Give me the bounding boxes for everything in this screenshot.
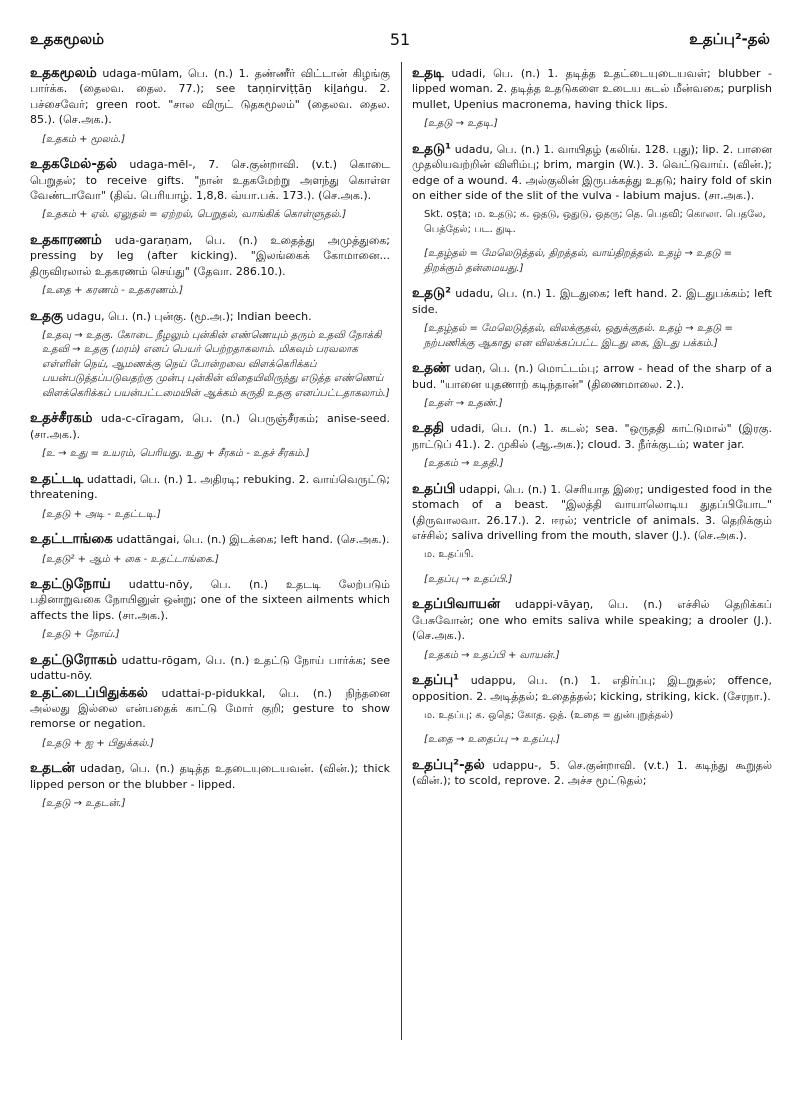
definition-text: udappi-vāyaṉ, பெ. (n.) எச்சில் தெறிக்கப் பேசுவோன்; one who emits saliva while speaking; a drooler (J.). (செ.அக.). (412, 598, 772, 643)
headword: உதட்டாங்கை (30, 531, 113, 548)
dictionary-entry (412, 361, 772, 392)
dictionary-entry (30, 532, 390, 547)
etymology-note: [உதடு → உதடி.] (424, 118, 498, 130)
dictionary-entry (30, 157, 390, 203)
dictionary-entry (412, 597, 772, 643)
headword: உதடி (412, 65, 444, 81)
page-header (30, 30, 770, 58)
definition-text: udattu-rōgam, பெ. (n.) உதட்டு நோய் பார்க்க; see udattu-nōy. (30, 653, 390, 683)
dictionary-entry (412, 673, 772, 704)
dictionary-entry (30, 653, 390, 684)
headword: உதப்பிவாயன் (412, 596, 501, 613)
dictionary-entry (30, 411, 390, 442)
left-column (30, 66, 390, 822)
dictionary-entry (412, 421, 772, 452)
definition-text: udadu, பெ. (n.) 1. வாயிதழ் (கலிங். 128. புது); lip. 2. பானை முதலியவற்றின் விளிம்பு; brim, margin (W.). 3. வெட்டுவாய். (வின்.); edge of a wound. 4. அல்குலின் இருபக்கத்து உதடு; hairy fold of skin on either side of the slit of the vulva - labium majus. (சா.அக.). (412, 142, 772, 202)
etymology-note: [உதகம் + மூலம்.] (42, 133, 126, 145)
definition-text: udappi, பெ. (n.) 1. செரியாத இரை; undigested food in the stomach of a beast. "இலத்தி வாயாலொடிய துதப்பியோட" (திருவாலவா. 26.17.). 2. ஈரல்; ventricle of animals. 3. தெறிக்கும் எச்சில்; saliva drivelling from the mouth, slaver (J.). (செ.அக.). (412, 482, 772, 542)
definition-text: udaga-mēl-, 7. செ.குன்றாவி. (v.t.) கொடை பெறுதல்; to receive gifts. "நான் உதகமேற்று அளந்து கொள்ள வேண்டாவோ" (திவ். பெரியாழ். 1,8,8. வ்யா.பக். 173.). (செ.அக.). (30, 158, 390, 202)
etymology-note: [உதடு + அடி - உதட்டடி.] (42, 508, 161, 520)
header-first-word: உதகமூலம் (30, 30, 105, 48)
etymology-note: [உதவு → உதகு. கோடை நீழலும் புன்கின் எண்ணெயும் தரும் உதவி நோக்கி உதவி → உதகு (மரம்) எனப் பெயர் பெற்றதாகலாம். மிகவும் பரவலாக எள்ளின் நெய், ஆமணக்கு நெய் போன்றவை விளக்கெரிக்கப் பயன்படுத்தப்படுவதற்கு முன்பு புன்கின் விதையிலிருந்து எடுத்த எண்ணெய் விளக்கெரிக்கப் பயன்பட்டமையின் ஆக்கம் கருதி உதகு எனப்பட்டதாகலாம்.] (42, 329, 390, 399)
etymology-note: [உதழ்தல் = மேலெடுத்தல், விலக்குதல், ஒதுக்குதல். உதழ் → உதடு = நற்பணிக்கு ஆகாது என விலக்கப்பட்ட இடது கை, இடது பக்கம்.] (424, 323, 733, 349)
headword: உதடு¹ (412, 140, 452, 157)
dictionary-entry (412, 482, 772, 544)
etymology-note: [உதகம் → உததி.] (424, 458, 504, 470)
definition-text: udadaṉ, பெ. (n.) தடித்த உதடையுடையவன். (வின்.); thick lipped person or the blubber - lipped. (30, 762, 390, 791)
definition-text: udagu, பெ. (n.) புன்கு. (மூ.அ.); Indian beech. (62, 309, 312, 323)
dictionary-entry (30, 686, 390, 732)
definition-text: udattadi, பெ. (n.) 1. அதிரடி; rebuking. 2. வாய்வெருட்டு; threatening. (30, 472, 390, 502)
definition-text: udaṇ, பெ. (n.) மொட்டம்பு; arrow - head of the sharp of a bud. "யானை யுதணாற் கடிந்தான்" (திணைமாலை. 2.). (412, 362, 772, 391)
headword: உதகாரணம் (30, 231, 102, 248)
etymology-note: [உதடு² + ஆம் + கை - உதட்டாங்கை.] (42, 553, 219, 565)
headword: உதட்டடி (30, 470, 84, 487)
etymology-note: ம. உதப்பு; க. ஒதெ; கோத. ஒத். (உதை = துன்புறுத்தல்) (424, 709, 674, 721)
dictionary-entry (30, 66, 390, 128)
headword: உதகமூலம் (30, 65, 97, 81)
dictionary-entry (412, 66, 772, 112)
dictionary-entry (412, 142, 772, 204)
right-column (412, 66, 772, 789)
definition-text: udappu, பெ. (n.) 1. எதிர்ப்பு; இடறுதல்; offence, opposition. 2. அடித்தல்; உதைத்தல்; kicking, striking, kick. (சேரநா.). (412, 674, 772, 703)
definition-text: udattāngai, பெ. (n.) இடக்கை; left hand. (செ.அக.). (112, 533, 390, 547)
header-last-word: உதப்பு²-தல் (689, 30, 770, 48)
headword: உததி (412, 420, 445, 437)
headword: உதண் (412, 360, 451, 377)
headword: உதச்சீரகம் (30, 410, 93, 427)
etymology-note: [உதடு + நோய்.] (42, 629, 120, 641)
headword: உதகமேல்-தல் (30, 156, 117, 173)
dictionary-entry (412, 758, 772, 789)
etymology-note: [உதப்பு → உதப்பி.] (424, 573, 513, 585)
page-number: 51 (389, 30, 411, 49)
headword: உதட்டுநோய் (30, 576, 111, 592)
etymology-note: [உ → உது = உயரம், பெரியது. உது + சீரகம் - உதச் சீரகம்.] (42, 448, 310, 460)
dictionary-entry (30, 309, 390, 324)
dictionary-entry (412, 286, 772, 317)
column-divider (401, 62, 402, 1040)
definition-text: uda-c-cīragam, பெ. (n.) பெருஞ்சீரகம்; anise-seed. (சா.அக.). (30, 412, 390, 441)
etymology-note: ம. உதப்பி. (424, 549, 474, 561)
definition-text: uda-garaṇam, பெ. (n.) உதைத்து அமுத்துகை; pressing by leg (after kicking). "இலங்கைக் கோமானை... திருவிரலால் உதகரணம் செய்து" (தேவா. 286.10.). (30, 233, 390, 278)
etymology-note: [உதகம் + ஏல். ஏலுதல் = ஏற்றல், பெறுதல், வாங்கிக் கொள்ளுதல்.] (42, 209, 347, 221)
headword: உதப்பு¹ (412, 672, 460, 689)
headword: உதகு (30, 307, 63, 324)
headword: உதப்பு²-தல் (412, 756, 485, 773)
dictionary-entry (30, 472, 390, 503)
etymology-note: [உதழ்தல் = மேலெடுத்தல், திறத்தல், வாய்திறத்தல். உதழ் → உதடு = திறக்கும் தன்மையது.] (424, 248, 733, 274)
definition-text: udadi, பெ. (n.) 1. தடித்த உதட்டையுடையவள்; blubber - lipped woman. 2. தடித்த உதடுகளை உடைய கடல் மீன்வகை; purplish mullet, Upenius macronema, having thick lips. (412, 67, 772, 111)
definition-text: udattai-p-pidukkal, பெ. (n.) நிந்தனை அல்லது இல்லை என்பதைக் காட்டு மோர் குறி; gesture to show remorse or negation. (30, 686, 390, 731)
etymology-note: [உதை + கரணம் - உதகரணம்.] (42, 285, 183, 297)
etymology-note: [உதகம் → உதப்பி + வாயன்.] (424, 649, 560, 661)
headword: உதட்டுரோகம் (30, 651, 117, 668)
definition-text: udadu, பெ. (n.) 1. இடதுகை; left hand. 2. இடதுபக்கம்; left side. (412, 287, 772, 316)
headword: உதப்பி (412, 480, 456, 497)
etymology-note: [உதை → உதைப்பு → உதப்பு.] (424, 734, 560, 746)
definition-text: udattu-nōy, பெ. (n.) உதடடி லேற்படும் பதினாறுவகை நோயினுள் ஒன்று; one of the sixteen ailments which affects the lips. (சா.அக.). (30, 578, 390, 622)
definition-text: udadi, பெ. (n.) 1. கடல்; sea. "ஒருததி காட்டுமால்" (இரகு. நாட்டுப் 41.). 2. முகில் (ஆ.அக.); cloud. 3. நீர்க்குடம்; water jar. (412, 422, 772, 451)
dictionary-entry (30, 233, 390, 279)
etymology-note: [உதடு + ஐ + பிதுக்கல்.] (42, 737, 154, 749)
dictionary-entry (30, 577, 390, 623)
definition-text: udaga-mūlam, பெ. (n.) 1. தண்ணீர் விட்டான் கிழங்கு பார்க்க. (தைலவ. தைல. 77.); see taṇṇirviṭṭāṉ kiḻaṅgu. 2. பச்சைவேர்; green root. "சால விருட் டுதகமூலம்" (தைலவ. தைல. 85.). (செ.அக.). (30, 67, 390, 127)
definition-text: udappu-, 5. செ.குன்றாவி. (v.t.) 1. கடிந்து கூறுதல் (வின்.); to scold, reprove. 2. அச்ச மூட்டுதல்; (412, 758, 772, 788)
etymology-note: [உதடு → உதடன்.] (42, 798, 126, 810)
dictionary-entry (30, 761, 390, 792)
etymology-note: [உதள் → உதண்.] (424, 397, 503, 409)
headword: உதடன் (30, 760, 75, 777)
etymology-note: Skt. oṣṭa; ம. உதடு; க. ஒதடு, ஒதுடு, ஒதரு; தெ. பெதவி; கொலா. பெதலே, பெத்தேல்; பட. துடி. (424, 209, 766, 235)
headword: உதட்டைப்பிதுக்கல் (30, 684, 148, 701)
headword: உதடு² (412, 285, 452, 302)
